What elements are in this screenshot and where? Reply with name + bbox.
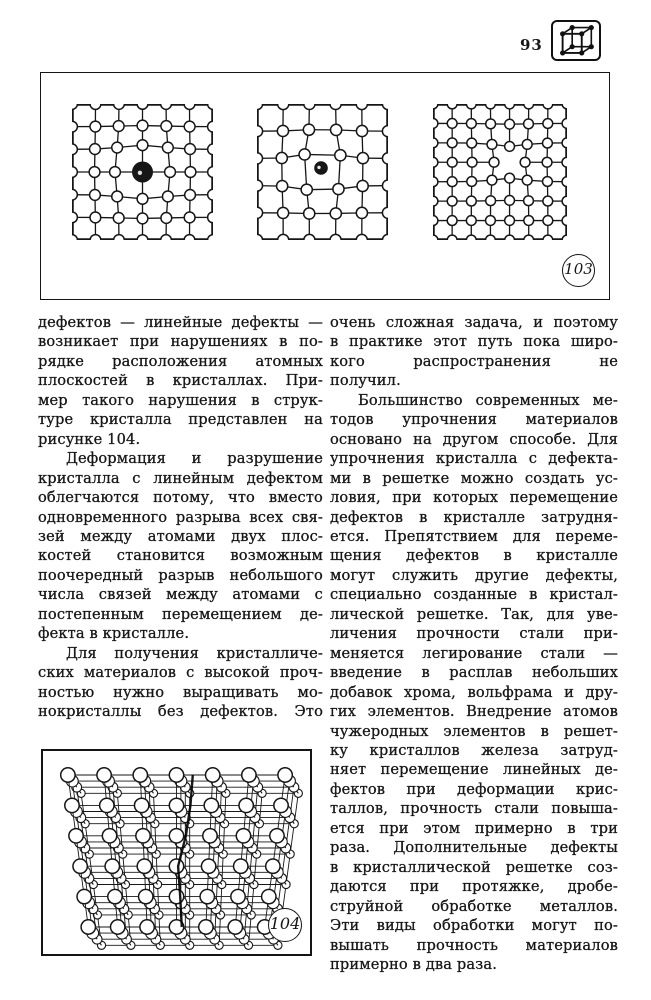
text-line: Большинство современных ме- <box>358 391 618 409</box>
text-line: чужеродных элементов в решет- <box>330 722 618 740</box>
page-number: 93 <box>520 36 543 54</box>
text-line: одновременного разрыва всех свя- <box>38 508 323 526</box>
chapter-icon-box <box>551 20 601 61</box>
text-line: ется при этом примерно в три <box>330 819 618 837</box>
text-line: фекта в кристалле. <box>38 625 190 643</box>
figure-103-label <box>562 254 595 287</box>
text-line: примерно в два раза. <box>330 955 498 973</box>
text-line: в кристаллической решетке соз- <box>330 858 618 876</box>
text-line: Для получения кристалличе- <box>66 644 323 662</box>
text-line: ку кристаллов железа затруд- <box>330 741 618 759</box>
text-line: вышать прочность материалов <box>330 936 618 954</box>
text-line: упрочнения кристалла с дефекта- <box>330 450 618 468</box>
text-line: зей между атомами двух плос- <box>38 527 323 545</box>
text-line: могут служить другие дефекты, <box>330 566 618 584</box>
text-line: дефектов — линейные дефекты — <box>38 314 323 331</box>
text-line: очень сложная задача, и поэтому <box>330 314 618 331</box>
text-line: рисунке 104. <box>38 430 141 448</box>
text-line: ских материалов с высокой проч- <box>38 664 323 682</box>
text-line: щения дефектов в кристалле <box>330 547 618 565</box>
text-line: няет перемещение линейных де- <box>330 761 618 779</box>
text-line: в практике этот путь пока широ- <box>330 333 618 351</box>
text-line: ется. Препятствием для переме- <box>330 527 618 545</box>
figure-104 <box>41 749 312 956</box>
text-line: нокристаллы без дефектов. Это <box>38 703 323 721</box>
fig103-panel-vacancy <box>433 104 567 240</box>
text-line: ностью нужно выращивать мо- <box>38 683 323 701</box>
text-line: постепенным перемещением де- <box>38 605 323 623</box>
text-line: облегчаются потому, что вместо <box>38 489 323 507</box>
text-line: дефектов в кристалле затрудня- <box>330 508 618 526</box>
text-line: костей становится возможным <box>38 547 323 565</box>
text-line: гих элементов. Внедрение атомов <box>330 703 618 721</box>
text-line: добавок хрома, вольфрама и дру- <box>330 683 618 701</box>
left-text-column <box>38 313 323 722</box>
fig103-panel-substitutional-impurity <box>72 104 213 240</box>
text-line: ми в решетке можно создать ус- <box>330 469 618 487</box>
text-line: таллов, прочность стали повыша- <box>330 800 618 818</box>
text-line: кристалла с линейным дефектом <box>38 469 323 487</box>
text-line: плоскостей в кристаллах. При- <box>38 372 323 390</box>
figure-103 <box>40 72 610 300</box>
interstitial-impurity-lattice <box>257 104 388 240</box>
text-line: ловия, при которых перемещение <box>330 489 618 507</box>
text-line: Деформация и разрушение <box>66 450 323 468</box>
text-line: тодов упрочнения материалов <box>330 411 618 429</box>
text-line: введение в расплав небольших <box>330 664 618 682</box>
cube-lattice-icon <box>554 23 598 58</box>
vacancy-lattice <box>433 104 567 240</box>
figure-104-label <box>268 908 302 942</box>
substitutional-impurity-lattice <box>72 104 213 240</box>
text-line: раза. Дополнительные дефекты <box>330 839 618 857</box>
text-line: даются при протяжке, дробе- <box>330 878 618 896</box>
text-line: основано на другом способе. Для <box>330 430 618 448</box>
text-line: лической решетке. Так, для уве- <box>330 605 618 623</box>
text-line: меняется легирование стали — <box>330 644 618 662</box>
text-line: возникает при нарушениях в по- <box>38 333 323 351</box>
text-line: кого распространения не <box>330 352 618 370</box>
figure-103-number: 103 <box>564 260 593 278</box>
figure-104-number: 104 <box>269 914 301 933</box>
text-line: личения прочности стали при- <box>330 625 618 643</box>
text-line: струйной обработке металлов. <box>330 897 618 915</box>
text-line: туре кристалла представлен на <box>38 411 323 429</box>
text-line: числа связей между атомами с <box>38 586 323 604</box>
text-line: мер такого нарушения в струк- <box>38 391 323 409</box>
text-line: фектов при деформации крис- <box>330 780 618 798</box>
text-line: получил. <box>330 372 401 390</box>
text-line: специально созданные в кристал- <box>330 586 618 604</box>
text-line: рядке расположения атомных <box>38 352 323 370</box>
text-line: Эти виды обработки могут по- <box>330 917 618 935</box>
fig103-panel-interstitial-impurity <box>257 104 388 240</box>
right-text-column <box>330 313 618 974</box>
text-line: поочередный разрыв небольшого <box>38 566 323 584</box>
